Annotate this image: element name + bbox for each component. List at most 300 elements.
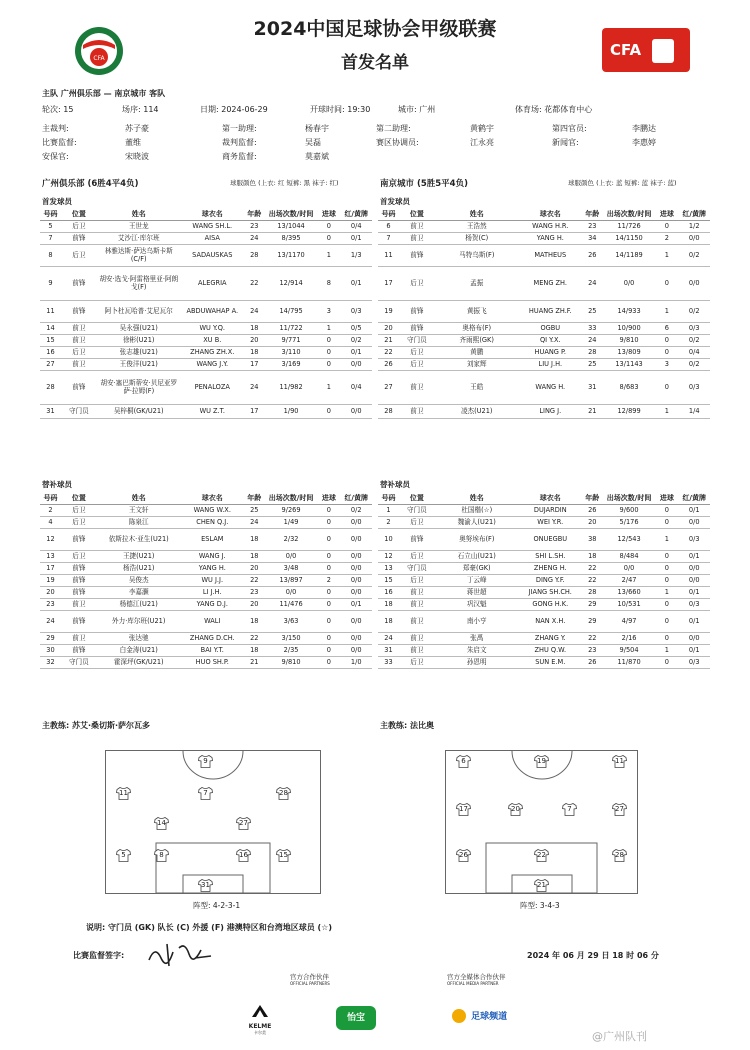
table-cell: MATHEUS: [519, 244, 582, 266]
table-cell: 李嘉灏: [97, 586, 181, 598]
table-cell: 石立山(U21): [435, 550, 519, 562]
table-cell: 38: [582, 528, 603, 550]
table-cell: 16: [378, 586, 399, 598]
column-header: 出场次数/时间: [603, 492, 656, 504]
player-shirt-icon: 9: [198, 755, 213, 768]
table-cell: 0/0: [678, 516, 710, 528]
table-cell: 14/933: [603, 300, 656, 322]
table-cell: 前卫: [399, 598, 435, 610]
table-cell: 0/0: [678, 574, 710, 586]
table-cell: 前锋: [61, 266, 97, 300]
table-row: [378, 244, 710, 266]
table-cell: 9/504: [603, 644, 656, 656]
table-row: [40, 598, 372, 610]
table-cell: 31: [582, 370, 603, 404]
table-row: [40, 644, 372, 656]
player-shirt-icon: 21: [534, 879, 549, 892]
kelme-text: KELME: [248, 1023, 272, 1030]
column-header: 姓名: [435, 208, 519, 220]
table-cell: 20: [40, 586, 61, 598]
table-cell: 0: [655, 266, 678, 300]
player-shirt-icon: 7: [198, 787, 213, 800]
player-shirt-icon: 19: [534, 755, 549, 768]
table-cell: 前卫: [61, 334, 97, 346]
table-cell: HUO SH.P.: [181, 656, 244, 668]
table-cell: 奥努埃布(F): [435, 528, 519, 550]
table-cell: 徐彬(U21): [97, 334, 181, 346]
player-shirt-icon: 28: [612, 849, 627, 862]
column-header: 位置: [61, 208, 97, 220]
table-cell: 凌杰(U21): [435, 404, 519, 418]
table-cell: 蒋世超: [435, 586, 519, 598]
table-cell: 孙恩明: [435, 656, 519, 668]
table-cell: 0: [317, 562, 340, 574]
table-row: [40, 562, 372, 574]
table-row: [378, 574, 710, 586]
table-cell: 王捷(U21): [97, 550, 181, 562]
media-partner-label: 官方全媒体合作伙伴: [447, 973, 506, 981]
table-cell: 1: [317, 244, 340, 266]
table-cell: 26: [582, 504, 603, 516]
table-cell: 前卫: [399, 586, 435, 598]
table-cell: 南小亨: [435, 610, 519, 632]
table-cell: 3/150: [265, 632, 318, 644]
table-row: [378, 232, 710, 244]
match-info-0: 轮次: 15: [42, 105, 74, 114]
table-cell: 0/0: [340, 632, 372, 644]
official-role: 第四官员:: [552, 124, 587, 133]
table-cell: 守门员: [61, 656, 97, 668]
official-name: 董维: [125, 138, 141, 147]
table-row: [378, 550, 710, 562]
table-cell: 22: [582, 574, 603, 586]
table-cell: 22: [244, 266, 265, 300]
player-shirt-icon: 17: [456, 803, 471, 816]
column-header: 进球: [655, 208, 678, 220]
home-formation: 阵型: 4-2-3-1: [193, 901, 241, 910]
table-cell: 前锋: [61, 644, 97, 656]
table-cell: 外力·库尔班(U21): [97, 610, 181, 632]
away-team-name: 南京城市 (5胜5平4负): [380, 179, 468, 189]
table-cell: 13/1170: [265, 244, 318, 266]
table-cell: 前锋: [399, 300, 435, 322]
table-cell: PENALOZA: [181, 370, 244, 404]
table-row: [378, 598, 710, 610]
table-row: [40, 528, 372, 550]
table-cell: 0: [655, 504, 678, 516]
table-row: [40, 334, 372, 346]
table-cell: 杨德江(U21): [97, 598, 181, 610]
table-cell: 张达驰: [97, 632, 181, 644]
table-cell: 后卫: [399, 574, 435, 586]
table-cell: 孟振: [435, 266, 519, 300]
table-cell: ZHANG ZH.X.: [181, 346, 244, 358]
official-name: 李惠婷: [632, 138, 656, 147]
table-cell: 8: [317, 266, 340, 300]
table-cell: XU B.: [181, 334, 244, 346]
table-cell: 0/1: [340, 232, 372, 244]
table-cell: 0/0: [340, 358, 372, 370]
table-cell: 18: [244, 644, 265, 656]
table-cell: 1: [378, 504, 399, 516]
table-cell: 30: [40, 644, 61, 656]
home-formation-pitch: [105, 750, 321, 894]
table-cell: 后卫: [61, 244, 97, 266]
table-cell: 24: [244, 516, 265, 528]
table-cell: 吴梓桐(GK/U21): [97, 404, 181, 418]
table-cell: 20: [244, 562, 265, 574]
table-cell: 6: [655, 322, 678, 334]
table-cell: 白金涛(U21): [97, 644, 181, 656]
svg-text:CFA: CFA: [93, 55, 105, 62]
table-cell: 后卫: [61, 550, 97, 562]
table-row: [378, 404, 710, 418]
table-cell: 25: [582, 300, 603, 322]
table-cell: 32: [40, 656, 61, 668]
cbest-logo: 怡宝: [336, 1006, 376, 1030]
table-cell: 0/1: [340, 266, 372, 300]
table-row: [378, 632, 710, 644]
table-cell: 7: [378, 232, 399, 244]
table-cell: 守门员: [399, 334, 435, 346]
table-cell: 0/4: [340, 220, 372, 232]
table-cell: 24: [40, 610, 61, 632]
table-cell: 24: [244, 232, 265, 244]
official-role: 主裁判:: [42, 124, 69, 133]
table-cell: 后卫: [61, 220, 97, 232]
table-cell: 前卫: [61, 322, 97, 334]
table-cell: 29: [40, 632, 61, 644]
table-cell: JIANG SH.CH.: [519, 586, 582, 598]
table-row: [378, 504, 710, 516]
table-cell: 0/3: [678, 322, 710, 334]
table-cell: 3/48: [265, 562, 318, 574]
table-cell: 1/3: [340, 244, 372, 266]
table-cell: 0/0: [340, 610, 372, 632]
table-cell: 张志雄(U21): [97, 346, 181, 358]
column-header: 进球: [317, 492, 340, 504]
table-cell: 0: [317, 586, 340, 598]
table-cell: 杨浩(U21): [97, 562, 181, 574]
table-cell: 0: [317, 220, 340, 232]
table-cell: 0/4: [340, 370, 372, 404]
football-channel-logo: [452, 1005, 522, 1025]
cfa-logo: [602, 28, 690, 72]
table-cell: 霍深坪(GK/U21): [97, 656, 181, 668]
match-info-2: 日期: 2024-06-29: [200, 105, 268, 114]
player-shirt-icon: 31: [198, 879, 213, 892]
table-cell: 13/660: [603, 586, 656, 598]
column-header: 年龄: [244, 492, 265, 504]
table-cell: 前卫: [399, 220, 435, 232]
table-cell: 12/543: [603, 528, 656, 550]
table-cell: 22: [378, 346, 399, 358]
player-shirt-icon: 14: [154, 817, 169, 830]
official-role: 新闻官:: [552, 138, 579, 147]
official-role: 安保官:: [42, 152, 69, 161]
table-cell: 守门员: [399, 504, 435, 516]
table-cell: QI Y.X.: [519, 334, 582, 346]
table-row: [378, 528, 710, 550]
away-subs-table: [378, 492, 710, 669]
table-cell: 0: [317, 644, 340, 656]
table-cell: 0/1: [678, 550, 710, 562]
table-cell: 12/899: [603, 404, 656, 418]
table-cell: 24: [582, 266, 603, 300]
table-cell: 21: [582, 404, 603, 418]
table-cell: 前卫: [399, 232, 435, 244]
table-cell: 0/5: [340, 322, 372, 334]
table-cell: 1: [317, 322, 340, 334]
official-name: 莫嘉斌: [305, 152, 329, 161]
column-header: 进球: [317, 208, 340, 220]
table-cell: 23: [40, 598, 61, 610]
table-cell: 0/2: [678, 334, 710, 346]
table-cell: 27: [378, 370, 399, 404]
table-cell: ZHANG Y.: [519, 632, 582, 644]
table-cell: 22: [244, 632, 265, 644]
table-cell: 前锋: [61, 370, 97, 404]
table-row: [40, 322, 372, 334]
table-cell: 20: [244, 598, 265, 610]
table-row: [378, 656, 710, 668]
home-subs-label: 替补球员: [42, 480, 72, 489]
column-header: 姓名: [97, 492, 181, 504]
away-coach: 主教练: 法比奥: [380, 721, 434, 730]
table-cell: 0/2: [678, 358, 710, 370]
column-header: 球衣名: [519, 492, 582, 504]
table-cell: 守门员: [399, 562, 435, 574]
column-header: 姓名: [435, 492, 519, 504]
table-cell: OGBU: [519, 322, 582, 334]
table-cell: LIU J.H.: [519, 358, 582, 370]
table-cell: 0/0: [340, 644, 372, 656]
table-cell: 0: [317, 358, 340, 370]
table-cell: 0: [655, 220, 678, 232]
table-cell: 前锋: [61, 562, 97, 574]
table-row: [378, 586, 710, 598]
table-row: [40, 358, 372, 370]
table-cell: 14: [40, 322, 61, 334]
table-cell: 15: [378, 574, 399, 586]
table-cell: 28: [40, 370, 61, 404]
player-shirt-icon: 27: [236, 817, 251, 830]
player-shirt-icon: 7: [562, 803, 577, 816]
table-cell: 0: [655, 656, 678, 668]
table-cell: 3: [655, 358, 678, 370]
table-cell: 11/476: [265, 598, 318, 610]
table-cell: AISA: [181, 232, 244, 244]
table-cell: 后卫: [399, 358, 435, 370]
table-cell: 11/726: [603, 220, 656, 232]
table-cell: 9/269: [265, 504, 318, 516]
table-cell: 后卫: [399, 656, 435, 668]
table-cell: YANG D.J.: [181, 598, 244, 610]
table-cell: 杨贺(C): [435, 232, 519, 244]
table-cell: 7: [40, 232, 61, 244]
table-cell: 22: [582, 562, 603, 574]
table-cell: 魏渝人(U21): [435, 516, 519, 528]
table-cell: 守门员: [61, 404, 97, 418]
table-cell: 王俊洋(U21): [97, 358, 181, 370]
table-cell: HUANG P.: [519, 346, 582, 358]
table-cell: 0/0: [340, 586, 372, 598]
table-cell: 31: [378, 644, 399, 656]
table-cell: 0/0: [678, 232, 710, 244]
table-cell: 10: [378, 528, 399, 550]
table-cell: 15: [40, 334, 61, 346]
table-cell: 林雅达斯·萨达乌斯卡斯(C/F): [97, 244, 181, 266]
table-cell: 郑豪(GK): [435, 562, 519, 574]
table-cell: 20: [244, 334, 265, 346]
table-cell: 0/0: [340, 562, 372, 574]
table-cell: 0/2: [678, 244, 710, 266]
table-cell: 10/531: [603, 598, 656, 610]
table-cell: CHEN Q.J.: [181, 516, 244, 528]
table-cell: 20: [378, 322, 399, 334]
column-header: 年龄: [582, 208, 603, 220]
table-cell: 28: [582, 346, 603, 358]
table-cell: 11: [378, 244, 399, 266]
table-cell: 25: [582, 358, 603, 370]
table-cell: 0/1: [678, 504, 710, 516]
table-cell: 17: [40, 562, 61, 574]
table-cell: 25: [244, 504, 265, 516]
table-cell: 13/897: [265, 574, 318, 586]
table-cell: 后卫: [61, 516, 97, 528]
table-cell: 18: [582, 550, 603, 562]
table-cell: 吴永强(U21): [97, 322, 181, 334]
table-row: [378, 334, 710, 346]
table-cell: 0/0: [678, 632, 710, 644]
table-cell: 24: [244, 300, 265, 322]
page-subtitle: 首发名单: [341, 53, 409, 73]
table-cell: 前卫: [399, 610, 435, 632]
table-cell: 0: [317, 504, 340, 516]
table-cell: 19: [40, 574, 61, 586]
football-channel-text: 足球频道: [471, 1012, 508, 1022]
table-cell: 33: [582, 322, 603, 334]
table-cell: LI J.H.: [181, 586, 244, 598]
table-cell: 18: [244, 346, 265, 358]
table-cell: 0/3: [340, 300, 372, 322]
table-row: [40, 346, 372, 358]
column-header: 位置: [399, 208, 435, 220]
table-cell: ZHENG H.: [519, 562, 582, 574]
official-name: 宋晓波: [125, 152, 149, 161]
table-cell: 王浩然: [435, 220, 519, 232]
table-cell: 后卫: [399, 266, 435, 300]
table-cell: 8/683: [603, 370, 656, 404]
table-cell: 王皓: [435, 370, 519, 404]
table-cell: 11/722: [265, 322, 318, 334]
table-cell: 13/1143: [603, 358, 656, 370]
table-cell: 9: [40, 266, 61, 300]
player-shirt-icon: 20: [508, 803, 523, 816]
table-cell: 0: [317, 232, 340, 244]
table-cell: 0: [317, 598, 340, 610]
table-row: [40, 574, 372, 586]
table-row: [40, 504, 372, 516]
table-cell: 0: [655, 550, 678, 562]
table-cell: 前锋: [61, 610, 97, 632]
table-row: [40, 550, 372, 562]
column-header: 红/黄牌: [340, 492, 372, 504]
table-cell: 前卫: [61, 632, 97, 644]
table-cell: ABDUWAHAP A.: [181, 300, 244, 322]
table-cell: 0: [317, 404, 340, 418]
table-row: [378, 266, 710, 300]
table-cell: 14/1189: [603, 244, 656, 266]
player-shirt-icon: 27: [612, 803, 627, 816]
table-cell: 4: [40, 516, 61, 528]
watermark: @广州队刊: [592, 1030, 647, 1043]
table-cell: 24: [582, 334, 603, 346]
table-cell: 胡安·选戈·阿雷格里亚·阿朗戈(F): [97, 266, 181, 300]
table-cell: 18: [378, 610, 399, 632]
partner-label-en: OFFICIAL PARTNERS: [290, 981, 330, 986]
table-cell: ALEGRIA: [181, 266, 244, 300]
official-name: 杨春宇: [305, 124, 329, 133]
table-cell: 前卫: [61, 598, 97, 610]
table-cell: 27: [40, 358, 61, 370]
table-cell: 11: [40, 300, 61, 322]
table-cell: 28: [378, 404, 399, 418]
official-name: 吴磊: [305, 138, 321, 147]
table-cell: 刘家辉: [435, 358, 519, 370]
table-cell: 0: [317, 334, 340, 346]
official-role: 商务监督:: [222, 152, 257, 161]
table-cell: BAI Y.T.: [181, 644, 244, 656]
table-cell: 胡安·塞巴斯蒂安·贝尼亚罗萨·拉姆(F): [97, 370, 181, 404]
table-row: [378, 346, 710, 358]
table-row: [40, 610, 372, 632]
table-row: [40, 404, 372, 418]
home-starters-label: 首发球员: [42, 197, 72, 206]
table-cell: ONUEGBU: [519, 528, 582, 550]
table-cell: 0: [655, 610, 678, 632]
table-cell: 0/1: [678, 586, 710, 598]
player-shirt-icon: 11: [116, 787, 131, 800]
table-cell: 3: [317, 300, 340, 322]
table-cell: 9/810: [265, 656, 318, 668]
table-cell: 0/2: [340, 504, 372, 516]
table-cell: 0: [317, 516, 340, 528]
table-cell: WANG SH.L.: [181, 220, 244, 232]
kelme-logo: [240, 1003, 280, 1041]
table-cell: 0/0: [340, 550, 372, 562]
player-shirt-icon: 16: [236, 849, 251, 862]
table-cell: 1/2: [678, 220, 710, 232]
table-row: [40, 232, 372, 244]
match-info-4: 城市: 广州: [398, 105, 436, 114]
table-cell: 前锋: [399, 244, 435, 266]
table-cell: 前卫: [399, 644, 435, 656]
table-cell: 21: [378, 334, 399, 346]
table-cell: WANG J.Y.: [181, 358, 244, 370]
table-cell: 3/169: [265, 358, 318, 370]
table-cell: 2/47: [603, 574, 656, 586]
table-cell: 2/32: [265, 528, 318, 550]
column-header: 位置: [399, 492, 435, 504]
table-cell: ESLAM: [181, 528, 244, 550]
table-cell: 24: [378, 632, 399, 644]
table-cell: WANG H.: [519, 370, 582, 404]
table-cell: 0/0: [603, 562, 656, 574]
column-header: 号码: [40, 208, 61, 220]
table-cell: NAN X.H.: [519, 610, 582, 632]
table-cell: 12/914: [265, 266, 318, 300]
